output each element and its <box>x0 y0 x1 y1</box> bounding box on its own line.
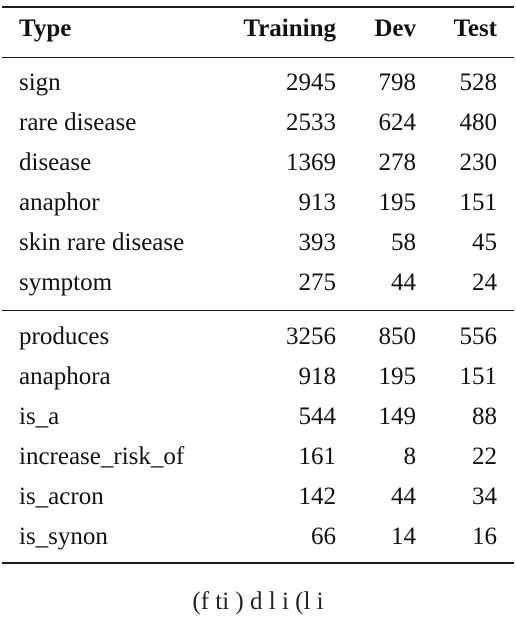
bottom-rule <box>2 562 514 564</box>
table-cell-dev: 278 <box>378 149 416 176</box>
table-cell-training: 544 <box>298 403 336 430</box>
table-cell-type: disease <box>19 149 92 176</box>
table-cell-dev: 195 <box>378 189 416 216</box>
table-cell-training: 161 <box>298 443 336 470</box>
table-cell-type: increase_risk_of <box>19 443 185 470</box>
table-cell-training: 918 <box>298 363 336 390</box>
table-cell-test: 24 <box>472 269 497 296</box>
table-cell-test: 22 <box>472 443 497 470</box>
table-cell-type: rare disease <box>19 109 137 136</box>
top-rule <box>2 6 514 8</box>
table-cell-test: 151 <box>459 363 497 390</box>
table-cell-training: 3256 <box>286 323 336 350</box>
table-cell-type: is_a <box>19 403 60 430</box>
table-cell-training: 66 <box>311 523 336 550</box>
header-rule <box>2 57 514 58</box>
header-dev: Dev <box>374 15 416 42</box>
table-cell-training: 275 <box>298 269 336 296</box>
table-cell-type: skin rare disease <box>19 229 185 256</box>
table-cell-dev: 195 <box>378 363 416 390</box>
table-cell-test: 151 <box>459 189 497 216</box>
table-cell-type: is_acron <box>19 483 104 510</box>
header-type: Type <box>19 15 72 42</box>
table-cell-training: 1369 <box>286 149 336 176</box>
cut-off-caption-text: (f ti ) d l i (l i <box>192 588 324 615</box>
table-cell-test: 45 <box>472 229 497 256</box>
table-cell-test: 34 <box>472 483 497 510</box>
table-cell-test: 230 <box>459 149 497 176</box>
table-cell-type: anaphor <box>19 189 100 216</box>
table-cell-test: 16 <box>472 523 497 550</box>
header-training: Training <box>243 15 336 42</box>
table-cell-type: produces <box>19 323 110 350</box>
table-cell-training: 913 <box>298 189 336 216</box>
table-cell-dev: 58 <box>391 229 416 256</box>
table-cell-type: symptom <box>19 269 113 296</box>
table-cell-training: 2945 <box>286 69 336 96</box>
table-cell-dev: 624 <box>378 109 416 136</box>
table-cell-test: 88 <box>472 403 497 430</box>
table-cell-type: anaphora <box>19 363 111 390</box>
mid-rule <box>2 310 514 311</box>
table-cell-test: 556 <box>459 323 497 350</box>
header-test: Test <box>453 15 497 42</box>
table-cell-test: 480 <box>459 109 497 136</box>
table-cell-test: 528 <box>459 69 497 96</box>
table-cell-dev: 850 <box>378 323 416 350</box>
table-cell-dev: 44 <box>391 483 416 510</box>
table-cell-dev: 44 <box>391 269 416 296</box>
table-cell-dev: 798 <box>378 69 416 96</box>
table-cell-dev: 149 <box>378 403 416 430</box>
table-cell-dev: 8 <box>403 443 416 470</box>
table-cell-type: is_synon <box>19 523 108 550</box>
table-cell-training: 142 <box>298 483 336 510</box>
table-cell-type: sign <box>19 69 61 96</box>
table-cell-training: 2533 <box>286 109 336 136</box>
table-cell-dev: 14 <box>391 523 416 550</box>
table-cell-training: 393 <box>298 229 336 256</box>
